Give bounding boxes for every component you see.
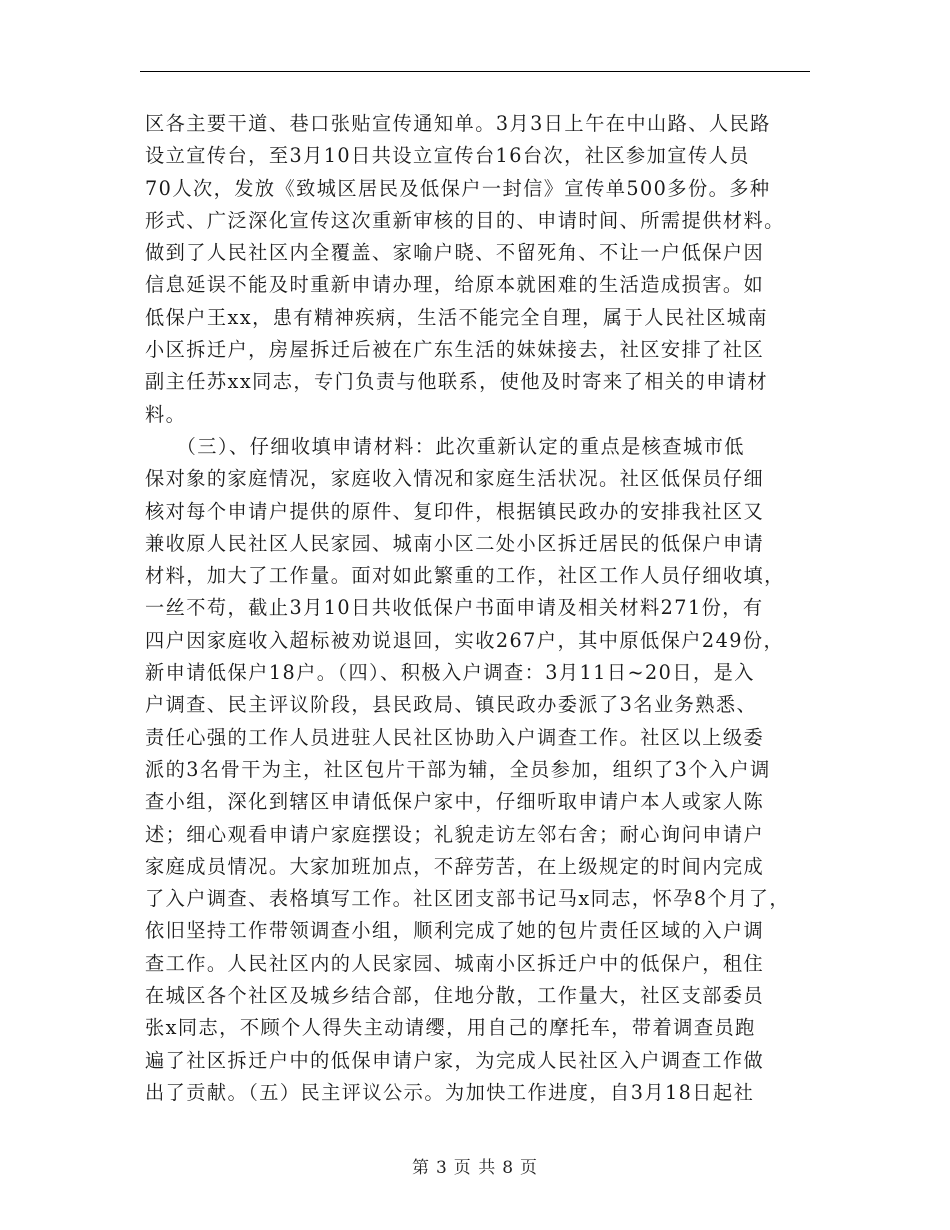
footer-prefix: 第 [411, 1158, 430, 1178]
text-line: 张x同志，不顾个人得失主动请缨，用自己的摩托车，带着调查员跑 [145, 1016, 756, 1040]
footer-total-pages: 8 [502, 1158, 515, 1178]
text-line: 做到了人民社区内全覆盖、家喻户晓、不留死角、不让一户低保户因 [145, 241, 765, 265]
header-rule [140, 71, 810, 72]
text-line: 责任心强的工作人员进驻人民社区协助入户调查工作。社区以上级委 [145, 725, 765, 749]
text-line: 依旧坚持工作带领调查小组，顺利完成了她的包片责任区域的入户调 [145, 919, 765, 943]
text-line: （三）、仔细收填申请材料：此次重新认定的重点是核查城市低 [145, 434, 745, 458]
text-line: 保对象的家庭情况，家庭收入情况和家庭生活状况。社区低保员仔细 [145, 467, 765, 491]
text-line: 户调查、民主评议阶段，县民政局、镇民政办委派了3名业务熟悉、 [145, 693, 758, 717]
text-line: 料。 [145, 402, 187, 426]
text-line: 副主任苏xx同志，专门负责与他联系，使他及时寄来了相关的申请材 [145, 370, 769, 394]
text-line: 四户因家庭收入超标被劝说退回，实收267户，其中原低保户249份， [145, 628, 785, 652]
text-line: 信息延误不能及时重新申请办理，给原本就困难的生活造成损害。如 [145, 273, 765, 297]
text-line: 查工作。人民社区内的人民家园、城南小区拆迁户中的低保户，租住 [145, 951, 765, 975]
document-body [145, 108, 835, 1109]
text-line: 新申请低保户18户。（四）、积极入户调查：3月11日~20日，是入 [145, 661, 755, 685]
text-line: 家庭成员情况。大家加班加点，不辞劳苦，在上级规定的时间内完成 [145, 854, 765, 878]
text-line: 在城区各个社区及城乡结合部，住地分散，工作量大，社区支部委员 [145, 984, 765, 1008]
text-line: 出了贡献。（五）民主评议公示。为加快工作进度，自3月18日起社 [145, 1080, 755, 1104]
text-line: 70人次，发放《致城区居民及低保户一封信》宣传单500多份。多种 [145, 176, 771, 200]
text-line: 材料，加大了工作量。面对如此繁重的工作，社区工作人员仔细收填， [145, 564, 785, 588]
footer-current-page: 3 [435, 1158, 448, 1178]
page-footer [0, 1153, 950, 1178]
text-line: 形式、广泛深化宣传这次重新审核的目的、申请时间、所需提供材料。 [145, 208, 785, 232]
text-line: 核对每个申请户提供的原件、复印件，根据镇民政办的安排我社区又 [145, 499, 765, 523]
text-line: 小区拆迁户，房屋拆迁后被在广东生活的妹妹接去，社区安排了社区 [145, 338, 765, 362]
text-line: 派的3名骨干为主，社区包片干部为辅，全员参加，组织了3个入户调 [145, 757, 771, 781]
text-line: 区各主要干道、巷口张贴宣传通知单。3月3日上午在中山路、人民路 [145, 112, 771, 135]
text-line: 查小组，深化到辖区申请低保户家中，仔细听取申请户本人或家人陈 [145, 790, 765, 814]
text-line: 述；细心观看申请户家庭摆设；礼貌走访左邻右舍；耐心询问申请户 [145, 822, 765, 846]
text-line: 了入户调查、表格填写工作。社区团支部书记马x同志，怀孕8个月了， [145, 887, 791, 911]
text-line: 兼收原人民社区人民家园、城南小区二处小区拆迁居民的低保户申请 [145, 531, 765, 555]
footer-suffix: 页 [520, 1158, 539, 1178]
text-line: 低保户王xx，患有精神疾病，生活不能完全自理，属于人民社区城南 [145, 305, 769, 329]
text-line: 一丝不苟，截止3月10日共收低保户书面申请及相关材料271份，有 [145, 596, 764, 620]
footer-middle: 页 共 [453, 1158, 497, 1178]
text-line: 遍了社区拆迁户中的低保申请户家，为完成人民社区入户调查工作做 [145, 1048, 765, 1072]
text-line: 设立宣传台，至3月10日共设立宣传台16台次，社区参加宣传人员 [145, 144, 750, 168]
